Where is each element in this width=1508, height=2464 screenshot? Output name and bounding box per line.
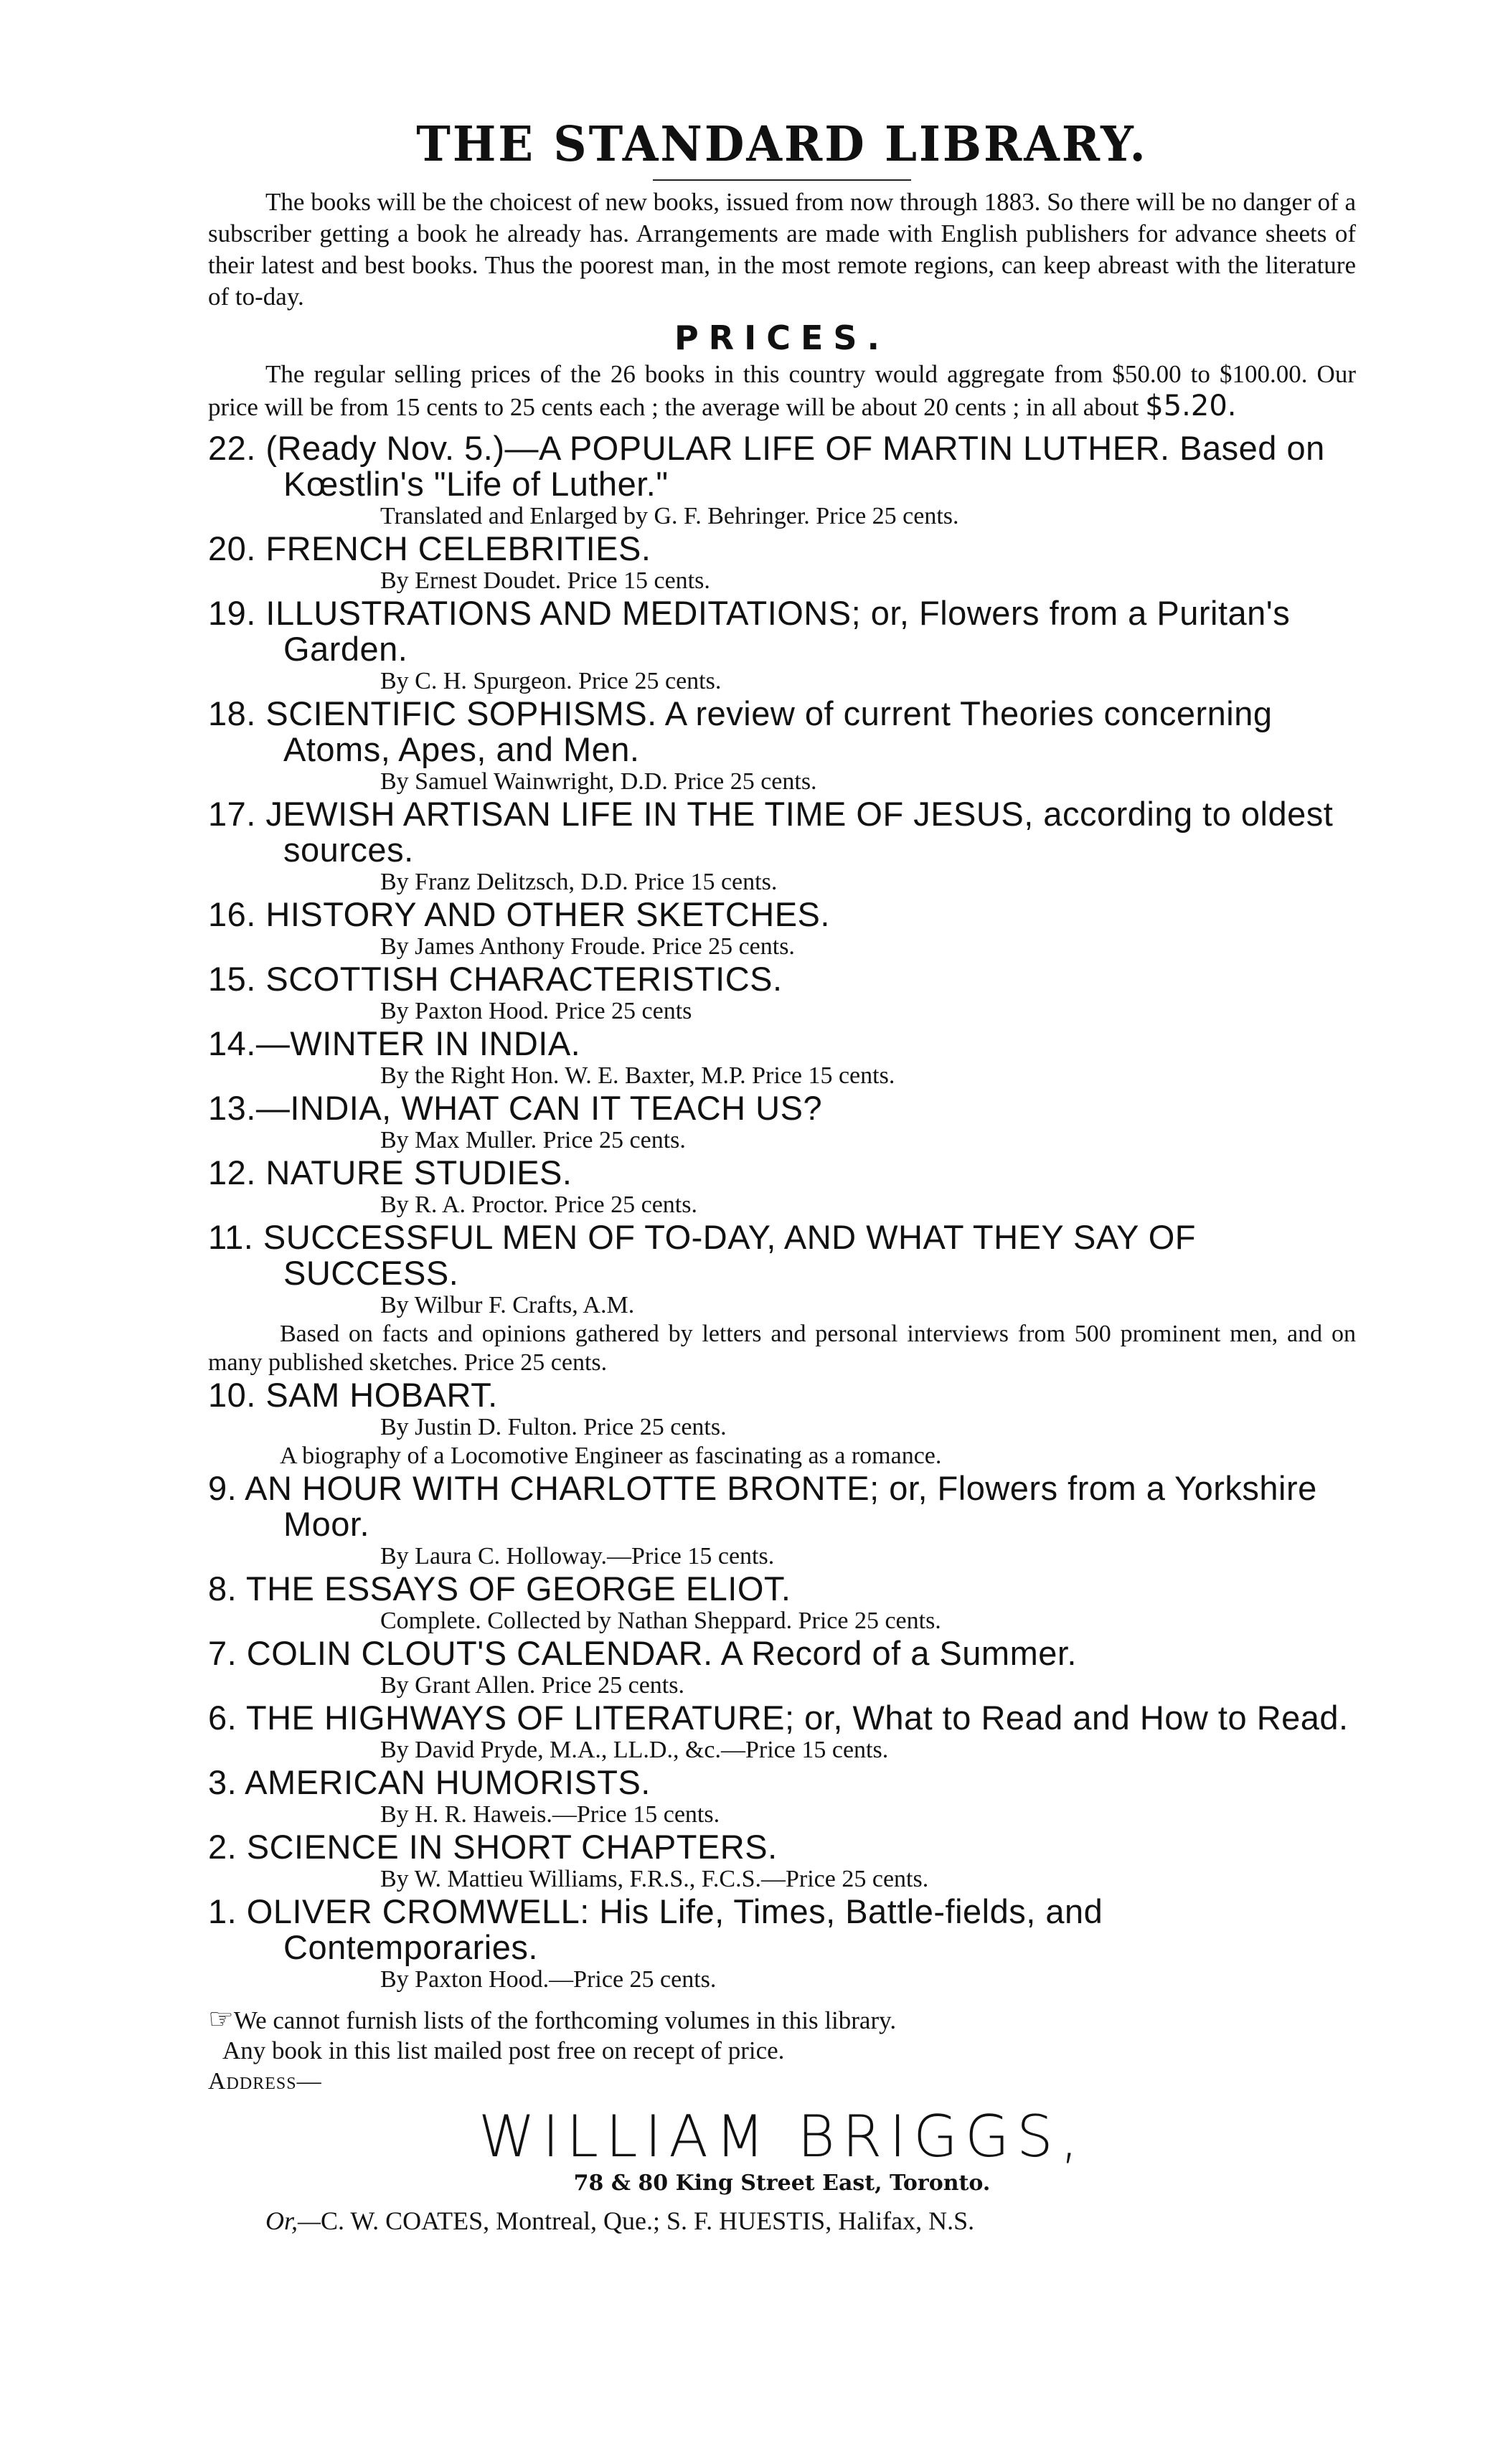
- book-title: 17. JEWISH ARTISAN LIFE IN THE TIME OF JESUS, according to oldest sources.: [208, 795, 1334, 869]
- publisher-street: 78 & 80 King Street East, Toronto.: [573, 2171, 991, 2196]
- book-title: 11. SUCCESSFUL MEN OF TO-DAY, AND WHAT THEY SAY OF SUCCESS.: [208, 1218, 1197, 1292]
- book-entry: [208, 430, 1356, 531]
- book-title: 15. SCOTTISH CHARACTERISTICS.: [208, 960, 783, 998]
- book-title: 7. COLIN CLOUT'S CALENDAR. A Record of a Summer.: [208, 1634, 1077, 1672]
- book-author: Complete. Collected by Nathan Sheppard. Price 25 cents.: [380, 1608, 941, 1634]
- book-title: 13.—INDIA, WHAT CAN IT TEACH US?: [208, 1089, 823, 1127]
- title-rule: [653, 179, 911, 181]
- book-entry: [208, 1377, 1356, 1471]
- book-entry: [208, 595, 1356, 696]
- advertisement-page: [208, 116, 1356, 2237]
- book-author: By R. A. Proctor. Price 25 cents.: [380, 1191, 697, 1218]
- or-label: Or,—: [265, 2206, 321, 2235]
- book-entry: [208, 1700, 1356, 1765]
- book-entry: [208, 1026, 1356, 1090]
- book-title: 2. SCIENCE IN SHORT CHAPTERS.: [208, 1828, 778, 1866]
- book-entry: [208, 796, 1356, 897]
- intro-paragraph: The books will be the choicest of new books, issued from now through 1883. So there will be no danger of a subscriber getting a book he already has. Arrangements are made with English publishers for advance sheets of their latest and best books. Thus the poorest man, in the most remote regions, can keep abreast with the literature of to-day.: [208, 188, 1356, 311]
- book-author: By H. R. Haweis.—Price 15 cents.: [380, 1801, 720, 1828]
- book-author: By Max Muller. Price 25 cents.: [380, 1127, 686, 1153]
- prices-text: The regular selling prices of the 26 books in this country would aggregate from $50.00 to $100.00. Our price will be from 15 cents to 25 cents each ; the average will be about 20 cents ; in all about: [208, 360, 1356, 421]
- book-author: By Paxton Hood. Price 25 cents: [380, 998, 692, 1024]
- page-title: THE STANDARD LIBRARY.: [416, 116, 1148, 173]
- book-title: 1. OLIVER CROMWELL: His Life, Times, Battle-fields, and Contemporaries.: [208, 1892, 1103, 1966]
- book-entry: [208, 1635, 1356, 1700]
- book-title: 8. THE ESSAYS OF GEORGE ELIOT.: [208, 1569, 791, 1608]
- book-author: By Paxton Hood.—Price 25 cents.: [380, 1966, 717, 1993]
- book-entry: [208, 897, 1356, 961]
- publisher-name: WILLIAM BRIGGS,: [478, 2103, 1086, 2170]
- book-author: By Franz Delitzsch, D.D. Price 15 cents.: [380, 869, 778, 895]
- book-author: By James Anthony Froude. Price 25 cents.: [380, 933, 795, 960]
- alternate-addresses: [208, 2205, 1356, 2237]
- book-author: By Ernest Doudet. Price 15 cents.: [380, 567, 710, 594]
- book-author: By the Right Hon. W. E. Baxter, M.P. Price 15 cents.: [380, 1062, 895, 1089]
- book-note: Based on facts and opinions gathered by letters and personal interviews from 500 prominent men, and on many published sketches. Price 25 cents.: [208, 1321, 1356, 1376]
- book-title: 20. FRENCH CELEBRITIES.: [208, 529, 651, 567]
- pointing-hand-icon: ☞: [208, 2003, 234, 2035]
- book-title: 12. NATURE STUDIES.: [208, 1153, 572, 1191]
- book-title: 18. SCIENTIFIC SOPHISMS. A review of current Theories concerning Atoms, Apes, and Men.: [208, 694, 1273, 768]
- book-title: 10. SAM HOBART.: [208, 1376, 498, 1414]
- book-entry: [208, 961, 1356, 1026]
- book-author: Translated and Enlarged by G. F. Behringer. Price 25 cents.: [380, 503, 959, 529]
- book-title: 3. AMERICAN HUMORISTS.: [208, 1763, 651, 1801]
- book-entry: [208, 1090, 1356, 1155]
- book-title: 6. THE HIGHWAYS OF LITERATURE; or, What to Read and How to Read.: [208, 1699, 1349, 1737]
- book-list: [208, 430, 1356, 1994]
- notice-line-2: Any book in this list mailed post free on recept of price.: [222, 2036, 785, 2064]
- book-entry: [208, 1471, 1356, 1571]
- alternate-addresses-text: C. W. COATES, Montreal, Que.; S. F. HUESTIS, Halifax, N.S.: [321, 2206, 975, 2235]
- book-author: By W. Mattieu Williams, F.R.S., F.C.S.—Price 25 cents.: [380, 1866, 929, 1892]
- book-author: By C. H. Spurgeon. Price 25 cents.: [380, 668, 722, 694]
- book-note: A biography of a Locomotive Engineer as fascinating as a romance.: [280, 1443, 942, 1469]
- prices-paragraph: [208, 359, 1356, 423]
- notice: [208, 2004, 1356, 2066]
- book-author: By Justin D. Fulton. Price 25 cents.: [380, 1414, 727, 1440]
- book-author: By Laura C. Holloway.—Price 15 cents.: [380, 1543, 775, 1569]
- book-title: 14.—WINTER IN INDIA.: [208, 1024, 581, 1062]
- book-entry: [208, 1571, 1356, 1635]
- book-entry: [208, 531, 1356, 595]
- book-entry: [208, 1829, 1356, 1894]
- book-entry: [208, 1219, 1356, 1377]
- notice-line-1: We cannot furnish lists of the forthcoming volumes in this library.: [233, 2006, 897, 2034]
- book-title: 19. ILLUSTRATIONS AND MEDITATIONS; or, Flowers from a Puritan's Garden.: [208, 594, 1291, 668]
- prices-heading: PRICES.: [674, 318, 890, 357]
- book-author: By David Pryde, M.A., LL.D., &c.—Price 15 cents.: [380, 1737, 889, 1763]
- prices-total: $5.20.: [1145, 390, 1237, 423]
- book-title: 22. (Ready Nov. 5.)—A POPULAR LIFE OF MARTIN LUTHER. Based on Kœstlin's "Life of Luther.": [208, 429, 1325, 503]
- book-author: By Wilbur F. Crafts, A.M.: [380, 1292, 635, 1318]
- book-title: 9. AN HOUR WITH CHARLOTTE BRONTE; or, Flowers from a Yorkshire Moor.: [208, 1469, 1317, 1543]
- address-label: Address—: [208, 2068, 322, 2095]
- book-author: By Grant Allen. Price 25 cents.: [380, 1672, 684, 1699]
- book-entry: [208, 1894, 1356, 1994]
- book-entry: [208, 1155, 1356, 1219]
- book-entry: [208, 1765, 1356, 1829]
- book-author: By Samuel Wainwright, D.D. Price 25 cents.: [380, 768, 817, 795]
- book-title: 16. HISTORY AND OTHER SKETCHES.: [208, 895, 830, 933]
- book-entry: [208, 696, 1356, 796]
